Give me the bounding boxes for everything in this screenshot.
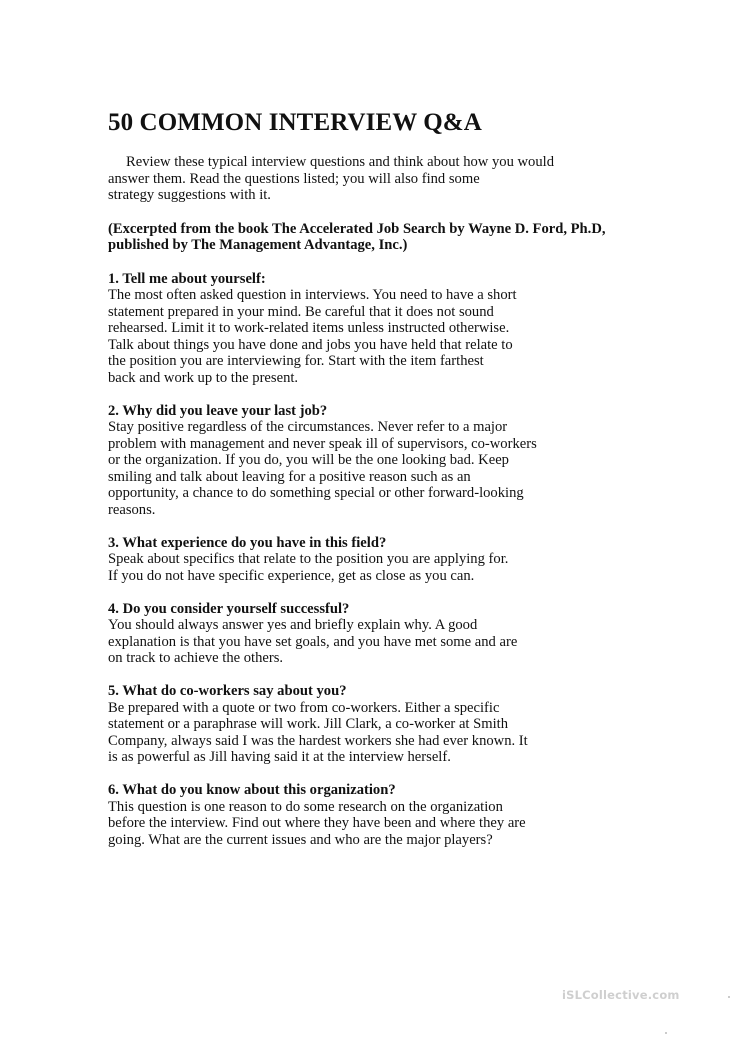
question-heading: 1. Tell me about yourself:: [108, 270, 266, 287]
answer-line: on track to achieve the others.: [108, 650, 284, 666]
answer-line: Speak about specifics that relate to the position you are applying for.: [108, 551, 509, 567]
answer-line: or the organization. If you do, you will be the one looking bad. Keep: [108, 452, 509, 468]
intro-line: answer them. Read the questions listed; you will also find some: [108, 170, 480, 187]
qa-item-2: [108, 403, 668, 519]
answer-line: going. What are the current issues and who are the major players?: [108, 831, 493, 848]
answer-line: before the interview. Find out where they have been and where they are: [108, 815, 526, 831]
question-heading: 3. What experience do you have in this field?: [108, 534, 387, 551]
answer-line: rehearsed. Limit it to work-related items unless instructed otherwise.: [108, 320, 510, 336]
intro-line: Review these typical interview questions and think about how you would: [126, 154, 555, 170]
answer-line: is as powerful as Jill having said it at the interview herself.: [108, 749, 451, 765]
answer-line: Stay positive regardless of the circumstances. Never refer to a major: [108, 419, 508, 435]
document-title: 50 COMMON INTERVIEW Q&A: [108, 109, 482, 136]
intro-paragraph: [108, 154, 668, 204]
answer-line: You should always answer yes and briefly explain why. A good: [108, 617, 478, 633]
answer-line: statement or a paraphrase will work. Jill Clark, a co-worker at Smith: [108, 716, 508, 732]
qa-item-3: [108, 535, 668, 585]
decorative-dot: [665, 1032, 667, 1034]
answer-line: Talk about things you have done and jobs you have held that relate to: [108, 336, 513, 353]
answer-line: reasons.: [108, 501, 156, 518]
intro-line: strategy suggestions with it.: [108, 187, 271, 203]
question-heading: 6. What do you know about this organization?: [108, 782, 396, 798]
answer-line: The most often asked question in interviews. You need to have a short: [108, 287, 517, 303]
watermark-logo: iSLCollective.com: [562, 988, 680, 1002]
citation-line: (Excerpted from the book The Accelerated Job Search by Wayne D. Ford, Ph.D,: [108, 220, 606, 237]
worksheet-page: [108, 108, 668, 865]
answer-line: smiling and talk about leaving for a positive reason such as an: [108, 468, 471, 485]
answer-line: back and work up to the present.: [108, 369, 299, 386]
qa-item-1: [108, 271, 668, 387]
answer-line: problem with management and never speak ill of supervisors, co-workers: [108, 435, 537, 452]
answer-line: If you do not have specific experience, get as close as you can.: [108, 567, 475, 584]
answer-line: Be prepared with a quote or two from co-workers. Either a specific: [108, 699, 500, 716]
question-heading: 4. Do you consider yourself successful?: [108, 600, 350, 617]
question-heading: 5. What do co-workers say about you?: [108, 683, 347, 699]
answer-line: Company, always said I was the hardest workers she had ever known. It: [108, 732, 528, 749]
citation-line: published by The Management Advantage, Inc.): [108, 237, 408, 253]
qa-item-6: [108, 782, 668, 848]
answer-line: statement prepared in your mind. Be careful that it does not sound: [108, 303, 494, 320]
decorative-dot: [728, 996, 730, 998]
answer-line: This question is one reason to do some research on the organization: [108, 798, 503, 815]
question-heading: 2. Why did you leave your last job?: [108, 402, 328, 419]
answer-line: explanation is that you have set goals, and you have met some and are: [108, 633, 518, 650]
answer-line: the position you are interviewing for. Start with the item farthest: [108, 353, 484, 369]
answer-line: opportunity, a chance to do something special or other forward-looking: [108, 485, 524, 501]
source-citation: [108, 221, 668, 254]
qa-item-4: [108, 601, 668, 667]
qa-item-5: [108, 683, 668, 766]
